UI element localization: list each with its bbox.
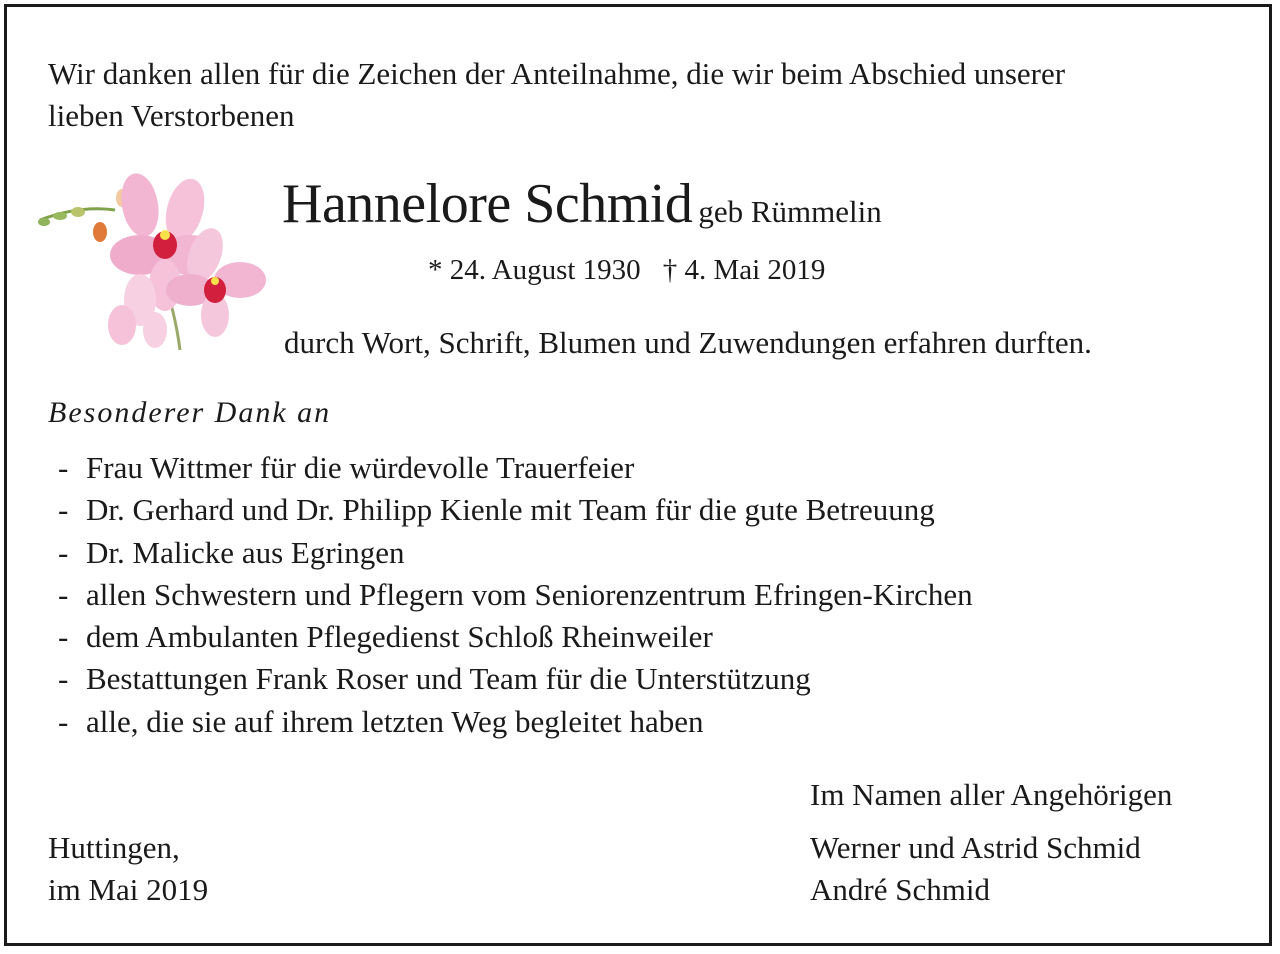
list-item-text: Frau Wittmer für die würdevolle Trauerfeier bbox=[86, 450, 635, 485]
notice-date: im Mai 2019 bbox=[48, 872, 209, 907]
intro-line-1: Wir danken allen für die Zeichen der Anteilnahme, die wir beim Abschied unserer bbox=[48, 56, 1066, 91]
deceased-name bbox=[282, 173, 882, 235]
death-date: † 4. Mai 2019 bbox=[662, 254, 826, 286]
signatory: Werner und Astrid Schmid bbox=[810, 830, 1141, 865]
maiden-name: geb Rümmelin bbox=[698, 194, 882, 229]
list-item bbox=[58, 621, 973, 663]
place: Huttingen, bbox=[48, 830, 180, 865]
list-dash: - bbox=[58, 450, 69, 485]
list-item-text: dem Ambulanten Pflegedienst Schloß Rheinweiler bbox=[86, 619, 713, 655]
list-item-text: allen Schwestern und Pflegern vom Seniorenzentrum Efringen-Kirchen bbox=[86, 576, 973, 612]
list-item bbox=[58, 452, 973, 494]
birth-date: * 24. August 1930 bbox=[428, 254, 641, 286]
list-dash: - bbox=[58, 534, 69, 570]
full-name: Hannelore Schmid bbox=[282, 173, 693, 235]
signatory: André Schmid bbox=[810, 872, 990, 907]
list-item bbox=[58, 703, 973, 748]
orchid-flower-icon bbox=[30, 150, 270, 360]
list-item-text: Dr. Malicke aus Egringen bbox=[86, 534, 405, 570]
list-dash: - bbox=[58, 619, 69, 655]
intro-line-2: lieben Verstorbenen bbox=[48, 98, 295, 133]
list-dash: - bbox=[58, 576, 69, 612]
list-item bbox=[58, 576, 973, 621]
list-dash: - bbox=[58, 703, 69, 739]
list-item bbox=[58, 494, 973, 536]
life-dates bbox=[428, 256, 825, 285]
thanks-line: durch Wort, Schrift, Blumen und Zuwendungen erfahren durften. bbox=[284, 325, 1092, 360]
special-thanks-heading: Besonderer Dank an bbox=[48, 396, 332, 429]
list-dash: - bbox=[58, 492, 69, 528]
list-dash: - bbox=[58, 661, 69, 697]
list-item-text: Bestattungen Frank Roser und Team für die Unterstützung bbox=[86, 661, 811, 697]
list-item-text: Dr. Gerhard und Dr. Philipp Kienle mit Team für die gute Betreuung bbox=[86, 492, 935, 528]
thanks-list bbox=[58, 452, 973, 748]
list-item bbox=[58, 534, 973, 579]
list-item bbox=[58, 663, 973, 705]
list-item-text: alle, die sie auf ihrem letzten Weg begleitet haben bbox=[86, 703, 704, 739]
signature-heading: Im Namen aller Angehörigen bbox=[810, 777, 1173, 812]
